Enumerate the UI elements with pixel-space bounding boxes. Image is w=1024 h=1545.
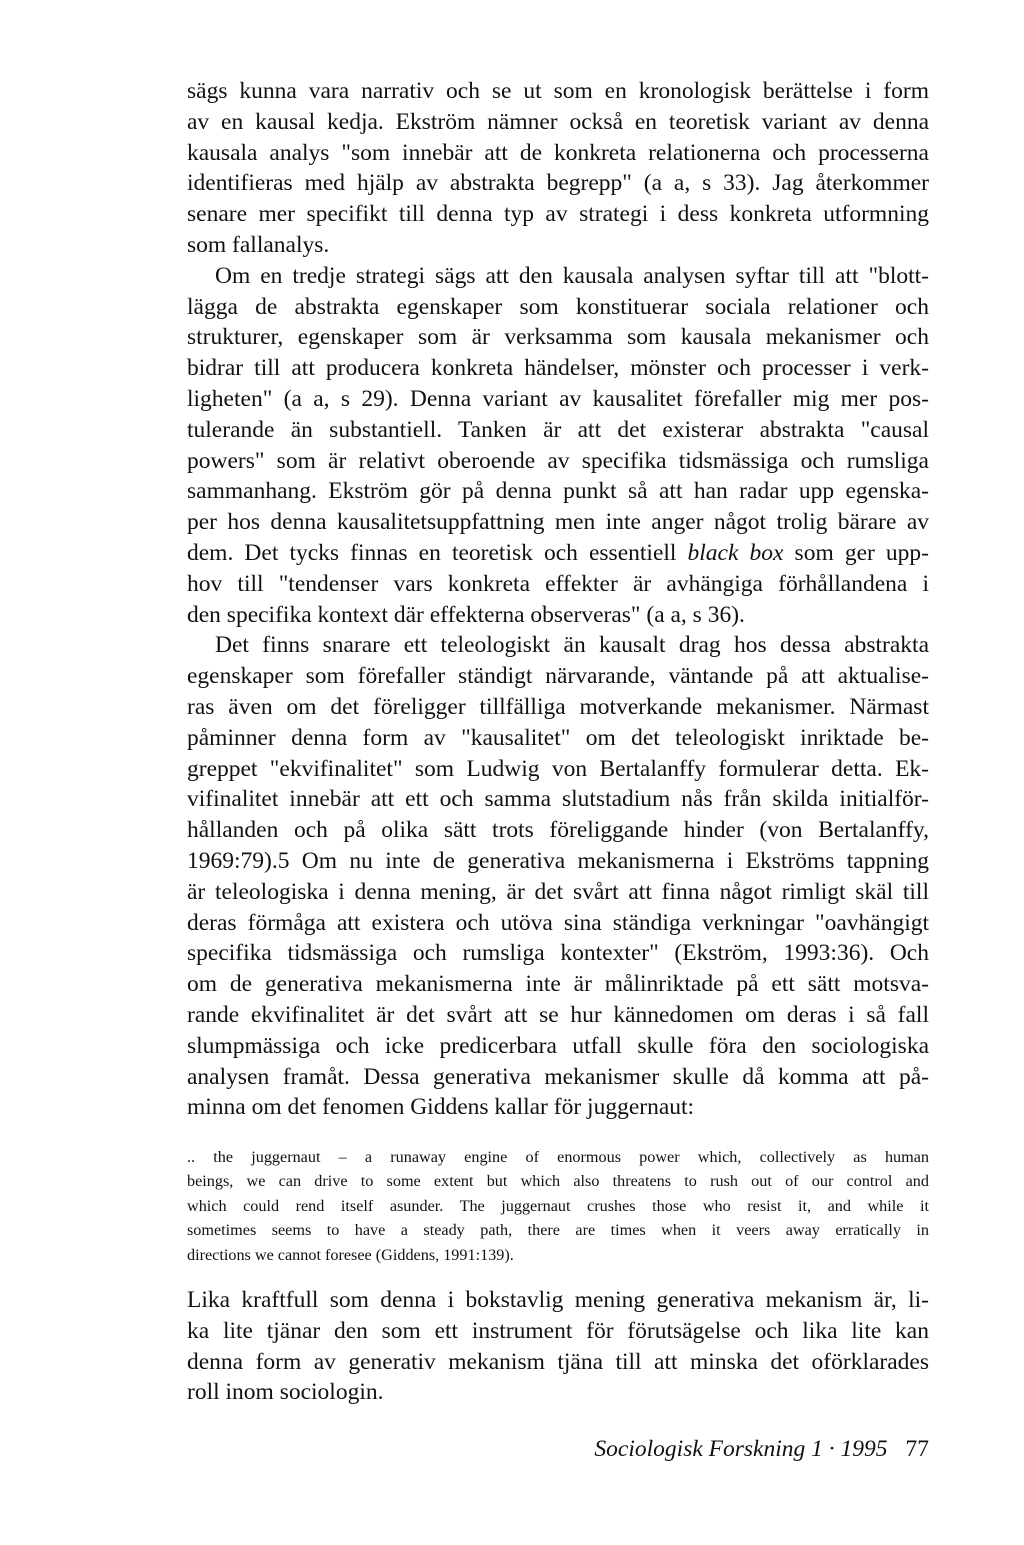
text-line: powers" som är relativt oberoende av specifika tidsmässiga och rumsliga	[187, 447, 929, 474]
text-line: deras förmåga att existera och utöva sina ständiga verkningar "oavhängigt	[187, 909, 929, 936]
text-line: hållanden och på olika sätt trots föreliggande hinder (von Bertalanffy,	[187, 817, 929, 844]
block-quote	[187, 1145, 929, 1267]
paragraph-1	[187, 76, 929, 261]
text-line: av en kausal kedja. Ekström nämner också en teoretisk variant av denna	[187, 108, 929, 135]
page-number: 77	[905, 1436, 929, 1462]
text-line: rande ekvifinalitet är det svårt att se hur kännedomen om deras i så fall	[187, 1001, 929, 1028]
text-line: roll inom sociologin.	[187, 1379, 384, 1406]
quote-line: directions we cannot foresee (Giddens, 1991:139).	[187, 1245, 514, 1264]
text-line: sägs kunna vara narrativ och se ut som en kronologisk berättelse i form	[187, 78, 929, 104]
text-line: kausala analys "som innebär att de konkreta relationerna och processerna	[187, 139, 929, 166]
quote-line: sometimes seems to have a steady path, there are times when it veers away erratically in	[187, 1221, 929, 1240]
text-line: minna om det fenomen Giddens kallar för juggernaut:	[187, 1094, 695, 1121]
text-line: per hos denna kausalitetsuppfattning men inte anger något trolig bärare av	[187, 509, 929, 536]
text-line: Lika kraftfull som denna i bokstavlig mening generativa mekanism är, li-	[187, 1287, 929, 1314]
journal-title: Sociologisk Forskning 1 · 1995	[594, 1436, 888, 1462]
page-body	[187, 76, 929, 1408]
text-line: strukturer, egenskaper som är verksamma som kausala mekanismer och	[187, 324, 929, 351]
text-line: Om en tredje strategi sägs att den kausala analysen syftar till att "blott-	[215, 262, 929, 289]
quote-line: .. the juggernaut – a runaway engine of enormous power which, collectively as human	[187, 1148, 929, 1167]
paragraph-3	[187, 630, 929, 1123]
quote-line: which could rend itself asunder. The juggernaut crushes those who resist it, and while it	[187, 1196, 929, 1215]
page-footer	[594, 1434, 929, 1464]
text-line: lägga de abstrakta egenskaper som konstituerar sociala relationer och	[187, 293, 929, 320]
quote-line: beings, we can drive to some extent but which also threatens to rush out of our control and	[187, 1172, 929, 1191]
text-line: 1969:79).5 Om nu inte de generativa mekanismerna i Ekströms tappning	[187, 847, 929, 874]
text-line: som fallanalys.	[187, 231, 330, 258]
text-line: om de generativa mekanismerna inte är målinriktade på ett sätt motsva-	[187, 971, 929, 998]
text-line: analysen framåt. Dessa generativa mekanismer skulle då komma att på-	[187, 1063, 929, 1090]
text-line: sammanhang. Ekström gör på denna punkt så att han radar upp egenska-	[187, 478, 929, 505]
text-line: vifinalitet innebär att ett och samma slutstadium nås från skilda initialför-	[187, 786, 929, 813]
text-line: specifika tidsmässiga och rumsliga kontexter" (Ekström, 1993:36). Och	[187, 940, 929, 967]
text-line: hov till "tendenser vars konkreta effekter är avhängiga förhållandena i	[187, 570, 929, 597]
text-line: tulerande än substantiell. Tanken är att det existerar abstrakta "causal	[187, 416, 929, 443]
text-line: identifieras med hjälp av abstrakta begrepp" (a a, s 33). Jag återkommer	[187, 170, 929, 197]
text-line: är teleologiska i denna mening, är det svårt att finna något rimligt skäl till	[187, 878, 929, 905]
paragraph-2	[187, 261, 929, 631]
text-line: Det finns snarare ett teleologiskt än kausalt drag hos dessa abstrakta	[215, 632, 929, 659]
text-line: ligheten" (a a, s 29). Denna variant av kausalitet förefaller mig mer pos-	[187, 385, 929, 412]
text-line: slumpmässiga och icke predicerbara utfall skulle föra den sociologiska	[187, 1032, 929, 1059]
text-line: bidrar till att producera konkreta händelser, mönster och processer i verk-	[187, 355, 929, 382]
text-line: egenskaper som förefaller ständigt närvarande, väntande på att aktualise-	[187, 663, 929, 690]
text-line: dem. Det tycks finnas en teoretisk och essentiell black box som ger upp-	[187, 539, 929, 566]
text-line: ras även om det föreligger tillfälliga motverkande mekanismer. Närmast	[187, 693, 929, 720]
text-line: den specifika kontext där effekterna observeras" (a a, s 36).	[187, 601, 745, 628]
text-line: påminner denna form av "kausalitet" om det teleologiskt inriktade be-	[187, 724, 929, 751]
text-line: ka lite tjänar den som ett instrument för förutsägelse och lika lite kan	[187, 1317, 929, 1344]
text-line: senare mer specifikt till denna typ av strategi i dess konkreta utformning	[187, 201, 929, 228]
text-line: greppet "ekvifinalitet" som Ludwig von Bertalanffy formulerar detta. Ek-	[187, 755, 929, 782]
text-line: denna form av generativ mekanism tjäna till att minska det oförklarades	[187, 1348, 929, 1375]
paragraph-4	[187, 1285, 929, 1408]
